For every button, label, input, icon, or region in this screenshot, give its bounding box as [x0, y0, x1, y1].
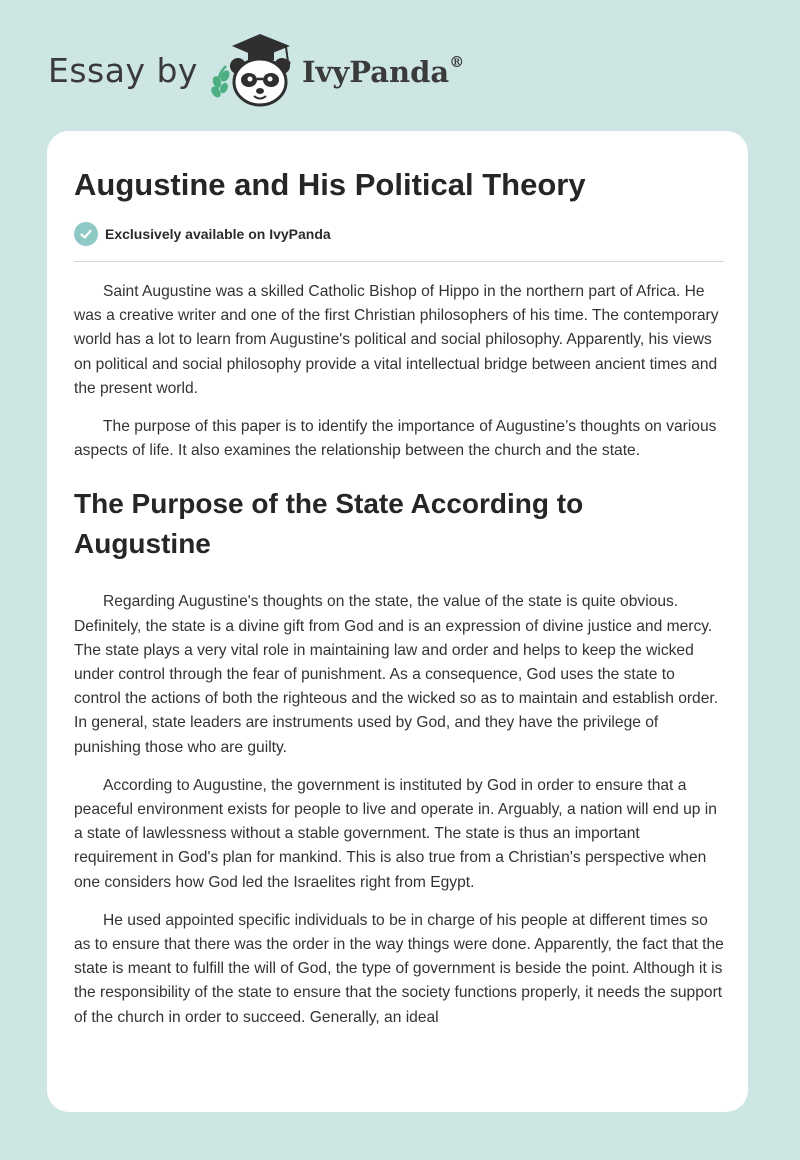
- check-circle-icon: [74, 222, 98, 246]
- badge-label: Exclusively available on IvyPanda: [105, 226, 331, 242]
- panda-logo-icon[interactable]: [208, 30, 300, 110]
- registered-mark: ®: [449, 53, 465, 72]
- brand-name[interactable]: IvyPanda®: [301, 53, 465, 89]
- page-title: Augustine and His Political Theory: [74, 167, 586, 202]
- exclusive-badge: [74, 222, 331, 246]
- article-content: [74, 280, 724, 1044]
- paragraph: He used appointed specific individuals to be in charge of his people at different times so as to ensure that there was the order in the way things were done. Apparently, the fact that the state is meant to fulfill the will of God, the type of government is beside the point. Although it is the responsibility of the state to ensure that the society functions properly, it needs the support of the church in order to succeed. Generally, an ideal: [74, 911, 724, 1026]
- divider: [74, 261, 724, 262]
- paragraph: The purpose of this paper is to identify the importance of Augustine’s thoughts on various aspects of life. It also examines the relationship between the church and the state.: [74, 418, 717, 460]
- site-header: [48, 30, 464, 110]
- paragraph: Saint Augustine was a skilled Catholic Bishop of Hippo in the northern part of Africa. He was a creative writer and one of the first Christian philosophers of his time. The contemporary world has a lot to learn from Augustine's political and social philosophy. Apparently, his views on political and social philosophy provide a vital intellectual bridge between ancient times and the present world.: [74, 283, 719, 397]
- section-heading: The Purpose of the State According to Augustine: [74, 488, 584, 560]
- paragraph: According to Augustine, the government is instituted by God in order to ensure that a peaceful environment exists for people to live and operate in. Arguably, a nation will end up in a state of lawlessness without a stable government. The state is thus an important requirement in God's plan for mankind. This is also true from a Christian's perspective when one considers how God led the Israelites right from Egypt.: [74, 776, 717, 891]
- essay-by-label: Essay by: [48, 50, 198, 90]
- paragraph: Regarding Augustine's thoughts on the state, the value of the state is quite obvious. Definitely, the state is a divine gift from God and is an expression of divine justice and mercy. The state plays a very vital role in maintaining law and order and helps to keep the wicked under control through the fear of punishment. As a consequence, God uses the state to control the actions of both the righteous and the wicked so as to maintain and establish order. In general, state leaders are instruments used by God, and they have the privilege of punishing those who are guilty.: [74, 593, 719, 756]
- article-card: [47, 131, 748, 1112]
